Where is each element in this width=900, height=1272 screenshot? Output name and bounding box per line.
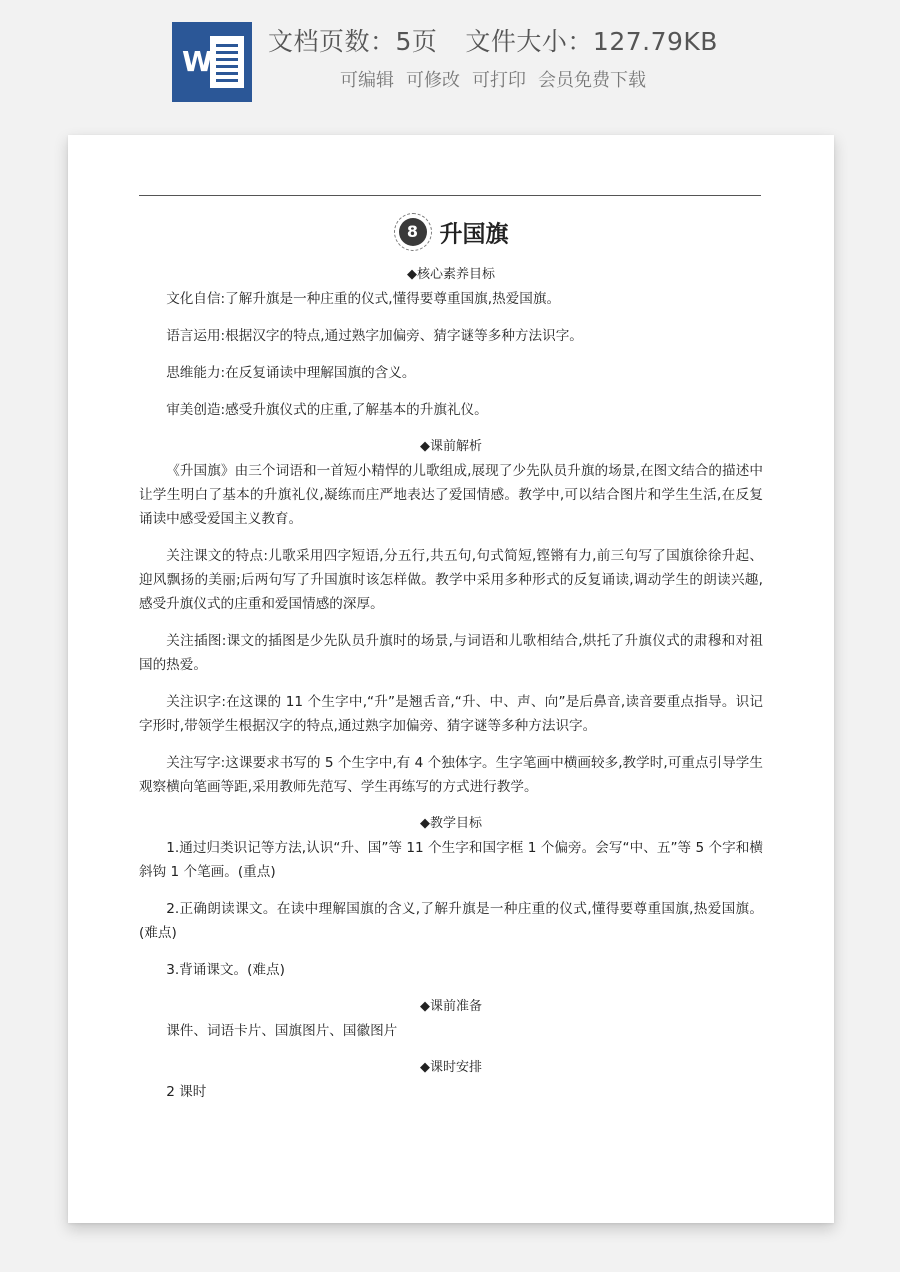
paragraph: 文化自信:了解升旗是一种庄重的仪式,懂得要尊重国旗,热爱国旗。 bbox=[166, 291, 561, 307]
top-divider bbox=[139, 195, 761, 196]
paragraph: 审美创造:感受升旗仪式的庄重,了解基本的升旗礼仪。 bbox=[166, 402, 488, 418]
section-teaching-goals bbox=[139, 812, 763, 982]
lesson-heading bbox=[68, 213, 834, 251]
file-size: 文件大小：127.79KB bbox=[465, 27, 718, 56]
paragraph: 关注识字:在这课的 11 个生字中,“升”是翘舌音,“升、中、声、向”是后鼻音,读音要重点指导。识记字形时,带领学生根据汉字的特点,通过熟字加偏旁、猜字谜等多种方法识字。 bbox=[139, 694, 763, 734]
feature-printable: 可打印 bbox=[472, 70, 526, 91]
paragraph: 2 课时 bbox=[166, 1084, 207, 1100]
section-heading: ◆课前准备 bbox=[420, 999, 482, 1014]
section-heading: ◆课前解析 bbox=[420, 439, 482, 454]
feature-editable: 可编辑 bbox=[340, 70, 394, 91]
section-schedule bbox=[139, 1056, 763, 1104]
lesson-title: 升国旗 bbox=[439, 221, 509, 248]
paragraph: 语言运用:根据汉字的特点,通过熟字加偏旁、猜字谜等多种方法识字。 bbox=[166, 328, 583, 344]
feature-member-download: 会员免费下载 bbox=[538, 70, 646, 91]
paragraph: 关注课文的特点:儿歌采用四字短语,分五行,共五句,句式简短,铿锵有力,前三句写了国旗徐徐升起、迎风飘扬的美丽;后两句写了升国旗时该怎样做。教学中采用多种形式的反复诵读,调动学生的朗读兴趣,感受升旗仪式的庄重和爱国情感的深厚。 bbox=[139, 548, 763, 612]
document-page bbox=[68, 135, 834, 1223]
section-heading: ◆核心素养目标 bbox=[407, 267, 495, 282]
paragraph: 2.正确朗读课文。在读中理解国旗的含义,了解升旗是一种庄重的仪式,懂得要尊重国旗,热爱国旗。(难点) bbox=[139, 901, 763, 941]
section-core-goals bbox=[139, 263, 763, 422]
section-pre-class-analysis bbox=[139, 435, 763, 799]
paragraph: 1.通过归类识记等方法,认识“升、国”等 11 个生字和国字框 1 个偏旁。会写“中、五”等 5 个字和横斜钩 1 个笔画。(重点) bbox=[139, 840, 763, 880]
download-header bbox=[0, 0, 900, 120]
paragraph: 3.背诵课文。(难点) bbox=[166, 962, 285, 978]
section-heading: ◆课时安排 bbox=[420, 1060, 482, 1075]
feature-list bbox=[340, 66, 646, 92]
document-stats bbox=[268, 22, 718, 58]
document-body bbox=[139, 263, 763, 1117]
word-document-icon: W bbox=[172, 22, 252, 102]
feature-modifiable: 可修改 bbox=[406, 70, 460, 91]
section-preparation bbox=[139, 995, 763, 1043]
section-heading: ◆教学目标 bbox=[420, 816, 482, 831]
paragraph: 关注写字:这课要求书写的 5 个生字中,有 4 个独体字。生字笔画中横画较多,教学时,可重点引导学生观察横向笔画等距,采用教师先范写、学生再练写的方式进行教学。 bbox=[139, 755, 763, 795]
lesson-number-badge: 8 bbox=[394, 213, 432, 251]
paragraph: 思维能力:在反复诵读中理解国旗的含义。 bbox=[166, 365, 416, 381]
paragraph: 关注插图:课文的插图是少先队员升旗时的场景,与词语和儿歌相结合,烘托了升旗仪式的肃穆和对祖国的热爱。 bbox=[139, 633, 763, 673]
paragraph: 课件、词语卡片、国旗图片、国徽图片 bbox=[166, 1023, 398, 1039]
paragraph: 《升国旗》由三个词语和一首短小精悍的儿歌组成,展现了少先队员升旗的场景,在图文结合的描述中让学生明白了基本的升旗礼仪,凝练而庄严地表达了爱国情感。教学中,可以结合图片和学生生活,在反复诵读中感受爱国主义教育。 bbox=[139, 463, 763, 527]
page-count: 文档页数：5页 bbox=[268, 27, 438, 56]
